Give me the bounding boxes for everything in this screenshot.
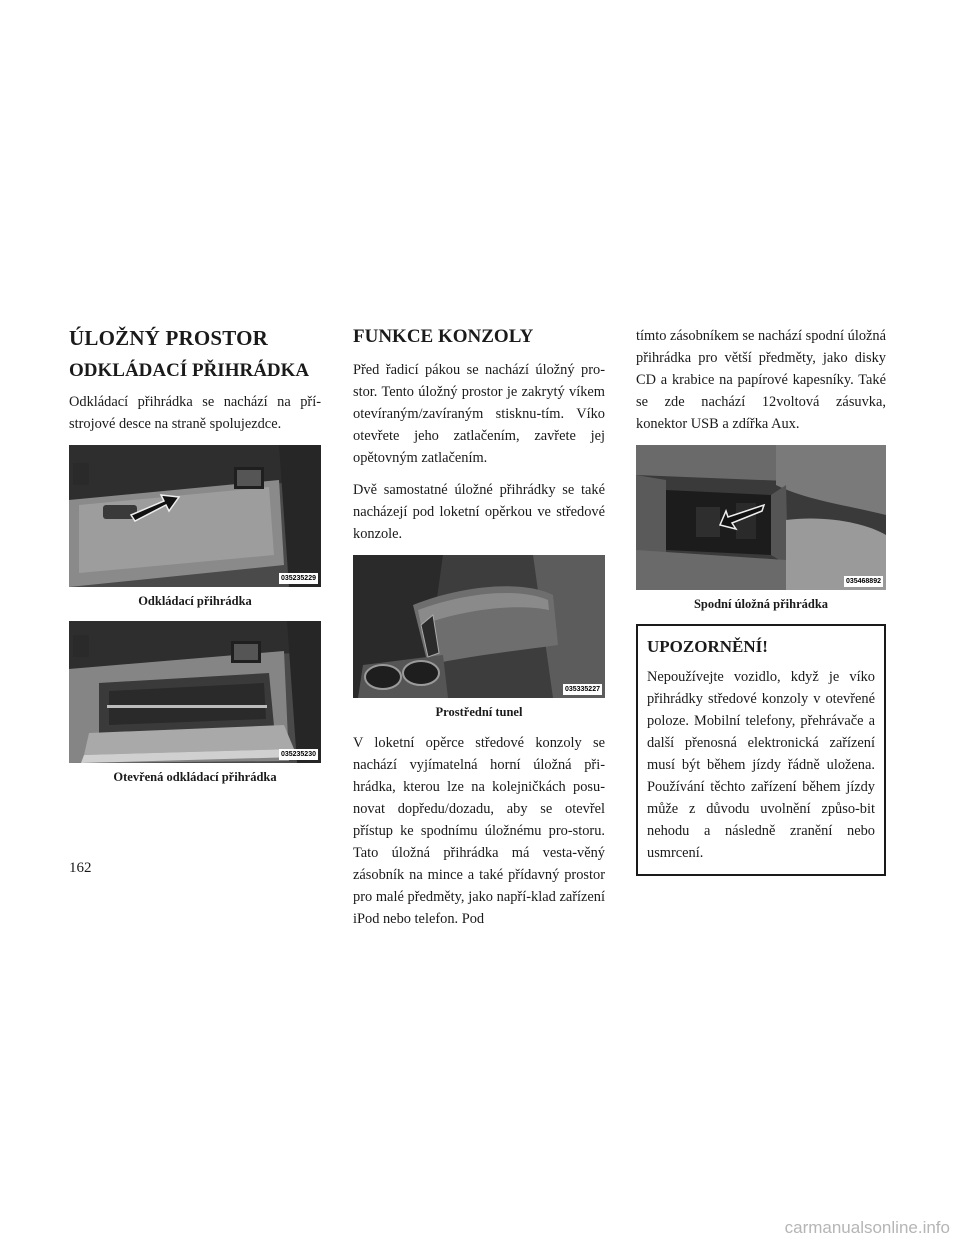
warning-box [636, 624, 886, 876]
figure-code: 035468892 [845, 578, 881, 585]
figure-caption: Prostřední tunel [435, 705, 523, 719]
figure-caption: Spodní úložná přihrádka [693, 597, 829, 611]
glovebox-open-image [69, 621, 321, 763]
figure-caption: Odkládací přihrádka [138, 594, 252, 608]
section-heading-console: FUNKCE KONZOLY [353, 326, 534, 347]
section-heading-storage: ÚLOŽNÝ PROSTOR [69, 326, 269, 350]
figure-code: 035235229 [280, 575, 316, 582]
subsection-heading-glovebox: ODKLÁDACÍ PŘIHRÁDKA [69, 360, 310, 381]
console-paragraph-1: Před řadicí pákou se nachází úložný pro-stor. Tento úložný prostor je zakrytý víkem otevíraným/zavíraným stisknu-tím. Víko otevřete jeho zatlačením, zavřete jej opětovným zatlačením. [353, 362, 605, 466]
console-paragraph-2: Dvě samostatné úložné přihrádky se také nacházejí pod loketní opěrkou ve středové konzole. [353, 482, 605, 542]
right-column [636, 325, 886, 876]
figure-caption: Otevřená odkládací přihrádka [113, 770, 277, 784]
figure-code: 035235230 [280, 751, 316, 758]
figure-code: 035335227 [564, 686, 600, 693]
middle-column [353, 325, 605, 940]
left-column [69, 325, 321, 797]
warning-text: Nepoužívejte vozidlo, když je víko přihrádky středové konzoly v otevřené poloze. Mobilní telefony, přehrávače a další přenosná elektronická zařízení musí být během jízdy řádně uložena. Používání těchto zařízení během jízdy může z důvodu uvolnění způso-bit nehodu a následně zranění nebo usmrcení. [647, 669, 875, 861]
center-console-image [353, 555, 605, 698]
page-number: 162 [69, 860, 92, 876]
warning-title: UPOZORNĚNÍ! [647, 637, 768, 656]
console-paragraph-continued: tímto zásobníkem se nachází spodní úložná přihrádka pro větší předměty, jako disky CD a krabice na papírové kapesníky. Také se zde nachází 12voltová zásuvka, konektor USB a zdířka Aux. [636, 328, 886, 432]
glovebox-closed-image [69, 445, 321, 587]
lower-storage-image [636, 445, 886, 590]
console-paragraph-3: V loketní opěrce středové konzoly se nachází vyjímatelná horní úložná při-hrádka, kterou lze na kolejničkách posu-novat dopředu/dozadu, aby se otevřel přístup ke spodnímu úložnému pro-storu. Tato úložná přihrádka má vesta-věný zásobník na mince a také přídavný prostor pro malé předměty, jako napří-klad zařízení iPod nebo telefon. Pod [353, 735, 605, 927]
glovebox-intro: Odkládací přihrádka se nachází na pří-strojové desce na straně spolujezdce. [69, 394, 321, 432]
watermark: carmanualsonline.info [784, 1218, 950, 1237]
